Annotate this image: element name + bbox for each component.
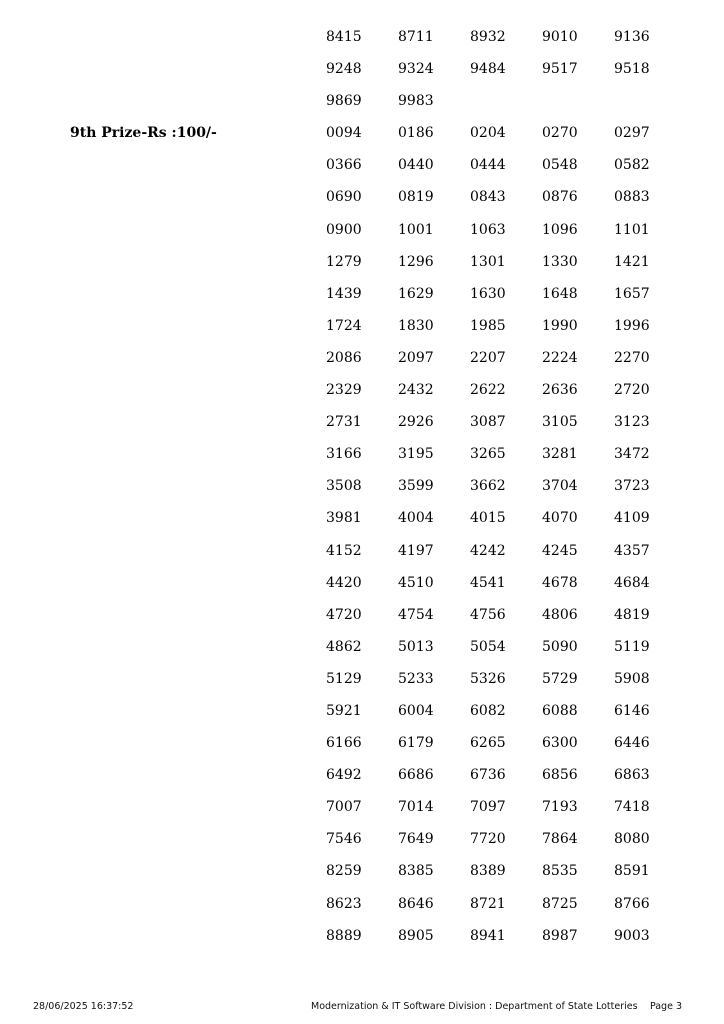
ticket-number: 9003 [614, 927, 650, 944]
ticket-number: 3265 [470, 446, 506, 463]
ticket-number: 6088 [542, 702, 578, 719]
ticket-number: 1063 [470, 221, 506, 238]
ticket-number: 0883 [614, 189, 650, 206]
table-row [326, 702, 686, 734]
ticket-number: 6146 [614, 702, 650, 719]
ticket-number: 1421 [614, 253, 650, 270]
ticket-number: 0270 [542, 125, 578, 142]
ticket-number: 0444 [470, 157, 506, 174]
ticket-number: 0819 [398, 189, 434, 206]
ticket-number: 9136 [614, 29, 650, 45]
ticket-number: 3166 [326, 446, 362, 463]
ticket-number: 1439 [326, 285, 362, 302]
ticket-number: 7418 [614, 799, 650, 816]
table-row [326, 574, 686, 606]
ticket-number: 1724 [326, 317, 362, 334]
ticket-number: 1301 [470, 253, 506, 270]
ticket-number: 1096 [542, 221, 578, 238]
ticket-number: 7014 [398, 799, 434, 816]
ticket-number: 2270 [614, 349, 650, 366]
ticket-number: 4756 [470, 606, 506, 623]
ticket-number: 9484 [470, 61, 506, 78]
ticket-number: 0440 [398, 157, 434, 174]
ticket-number: 0548 [542, 157, 578, 174]
ticket-number: 9869 [326, 93, 362, 110]
ticket-number: 7097 [470, 799, 506, 816]
ticket-number: 8415 [326, 29, 362, 45]
table-row [326, 798, 686, 830]
ticket-number: 8259 [326, 863, 362, 880]
ticket-number: 8711 [398, 29, 434, 45]
winning-numbers-table [326, 28, 686, 959]
ticket-number: 4684 [614, 574, 650, 591]
ticket-number: 1996 [614, 317, 650, 334]
ticket-number: 4242 [470, 542, 506, 559]
ticket-number: 6736 [470, 767, 506, 784]
ticket-number: 0297 [614, 125, 650, 142]
ticket-number: 4152 [326, 542, 362, 559]
ticket-number: 5233 [398, 670, 434, 687]
ticket-number: 6179 [398, 735, 434, 752]
ticket-number: 8725 [542, 895, 578, 912]
ticket-number: 1279 [326, 253, 362, 270]
ticket-number: 0900 [326, 221, 362, 238]
ticket-number: 4109 [614, 510, 650, 527]
ticket-number: 0186 [398, 125, 434, 142]
ticket-number: 6863 [614, 767, 650, 784]
ticket-number: 3704 [542, 478, 578, 495]
table-row [326, 509, 686, 541]
ticket-number: 6300 [542, 735, 578, 752]
ticket-number: 9518 [614, 61, 650, 78]
ticket-number: 8766 [614, 895, 650, 912]
ticket-number: 0582 [614, 157, 650, 174]
ticket-number: 4357 [614, 542, 650, 559]
table-row [326, 188, 686, 220]
ticket-number: 2086 [326, 349, 362, 366]
ticket-number: 9010 [542, 29, 578, 45]
ticket-number: 2207 [470, 349, 506, 366]
footer-timestamp: 28/06/2025 16:37:52 [33, 1001, 134, 1012]
ticket-number: 1657 [614, 285, 650, 302]
ticket-number: 1630 [470, 285, 506, 302]
ticket-number: 8987 [542, 927, 578, 944]
ticket-number: 3723 [614, 478, 650, 495]
ticket-number: 0204 [470, 125, 506, 142]
table-row [326, 349, 686, 381]
ticket-number: 4197 [398, 542, 434, 559]
table-row [326, 381, 686, 413]
ticket-number: 8646 [398, 895, 434, 912]
table-row [326, 542, 686, 574]
ticket-number: 3599 [398, 478, 434, 495]
ticket-number: 6492 [326, 767, 362, 784]
ticket-number: 8389 [470, 863, 506, 880]
ticket-number: 2097 [398, 349, 434, 366]
ticket-number: 2926 [398, 414, 434, 431]
ticket-number: 4806 [542, 606, 578, 623]
ticket-number: 4541 [470, 574, 506, 591]
ticket-number: 4720 [326, 606, 362, 623]
ticket-number: 1648 [542, 285, 578, 302]
ticket-number: 4678 [542, 574, 578, 591]
ticket-number: 6856 [542, 767, 578, 784]
ticket-number: 9324 [398, 61, 434, 78]
ticket-number: 1830 [398, 317, 434, 334]
ticket-number: 8932 [470, 29, 506, 45]
ticket-number: 2720 [614, 382, 650, 399]
ticket-number: 6265 [470, 735, 506, 752]
table-row [326, 895, 686, 927]
ticket-number: 1330 [542, 253, 578, 270]
footer-page-number: Page 3 [649, 1001, 682, 1012]
ticket-number: 1296 [398, 253, 434, 270]
ticket-number: 5729 [542, 670, 578, 687]
ticket-number: 7546 [326, 831, 362, 848]
table-row [326, 285, 686, 317]
ticket-number: 7864 [542, 831, 578, 848]
ticket-number: 4015 [470, 510, 506, 527]
ticket-number: 7720 [470, 831, 506, 848]
ticket-number: 8623 [326, 895, 362, 912]
table-row [326, 60, 686, 92]
ticket-number: 5129 [326, 670, 362, 687]
ticket-number: 8905 [398, 927, 434, 944]
ticket-number: 4754 [398, 606, 434, 623]
ticket-number: 2224 [542, 349, 578, 366]
table-row [326, 830, 686, 862]
ticket-number: 9248 [326, 61, 362, 78]
ticket-number: 2636 [542, 382, 578, 399]
ticket-number: 3087 [470, 414, 506, 431]
table-row [326, 253, 686, 285]
ticket-number: 8721 [470, 895, 506, 912]
ticket-number: 2432 [398, 382, 434, 399]
ticket-number: 8080 [614, 831, 650, 848]
ticket-number: 0843 [470, 189, 506, 206]
ticket-number: 8941 [470, 927, 506, 944]
ticket-number: 3981 [326, 510, 362, 527]
table-row [326, 638, 686, 670]
table-row [326, 927, 686, 959]
ticket-number: 2731 [326, 414, 362, 431]
ticket-number: 4004 [398, 510, 434, 527]
ticket-number: 5054 [470, 638, 506, 655]
table-row [326, 413, 686, 445]
table-row [326, 734, 686, 766]
ticket-number: 4819 [614, 606, 650, 623]
ticket-number: 7193 [542, 799, 578, 816]
ticket-number: 4420 [326, 574, 362, 591]
ticket-number: 3281 [542, 446, 578, 463]
ticket-number: 5090 [542, 638, 578, 655]
ticket-number: 3195 [398, 446, 434, 463]
table-row [326, 670, 686, 702]
ticket-number: 0094 [326, 125, 362, 142]
ticket-number: 3105 [542, 414, 578, 431]
table-row [326, 606, 686, 638]
ticket-number: 3123 [614, 414, 650, 431]
table-row [326, 766, 686, 798]
ticket-number: 6446 [614, 735, 650, 752]
ticket-number: 5326 [470, 670, 506, 687]
table-row [326, 445, 686, 477]
ticket-number: 0690 [326, 189, 362, 206]
ticket-number: 0876 [542, 189, 578, 206]
ticket-number: 2622 [470, 382, 506, 399]
ticket-number: 5921 [326, 702, 362, 719]
ticket-number: 2329 [326, 382, 362, 399]
table-row [326, 862, 686, 894]
ticket-number: 5119 [614, 638, 650, 655]
ticket-number: 0366 [326, 157, 362, 174]
table-row [326, 221, 686, 253]
table-row [326, 92, 686, 124]
prize-heading: 9th Prize-Rs :100/- [70, 125, 217, 141]
ticket-number: 4070 [542, 510, 578, 527]
ticket-number: 6686 [398, 767, 434, 784]
ticket-number: 9983 [398, 93, 434, 110]
ticket-number: 3472 [614, 446, 650, 463]
table-row [326, 28, 686, 60]
ticket-number: 8889 [326, 927, 362, 944]
ticket-number: 4245 [542, 542, 578, 559]
ticket-number: 1990 [542, 317, 578, 334]
table-row [326, 124, 686, 156]
ticket-number: 3662 [470, 478, 506, 495]
ticket-number: 6166 [326, 735, 362, 752]
ticket-number: 5908 [614, 670, 650, 687]
ticket-number: 8535 [542, 863, 578, 880]
table-row [326, 477, 686, 509]
table-row [326, 317, 686, 349]
ticket-number: 1629 [398, 285, 434, 302]
ticket-number: 4510 [398, 574, 434, 591]
ticket-number: 3508 [326, 478, 362, 495]
table-row [326, 156, 686, 188]
ticket-number: 1985 [470, 317, 506, 334]
ticket-number: 1001 [398, 221, 434, 238]
ticket-number: 4862 [326, 638, 362, 655]
ticket-number: 9517 [542, 61, 578, 78]
ticket-number: 8385 [398, 863, 434, 880]
ticket-number: 6082 [470, 702, 506, 719]
ticket-number: 7007 [326, 799, 362, 816]
ticket-number: 1101 [614, 221, 650, 238]
ticket-number: 6004 [398, 702, 434, 719]
footer-division: Modernization & IT Software Division : Department of State Lotteries [311, 1001, 638, 1012]
ticket-number: 7649 [398, 831, 434, 848]
ticket-number: 8591 [614, 863, 650, 880]
ticket-number: 5013 [398, 638, 434, 655]
